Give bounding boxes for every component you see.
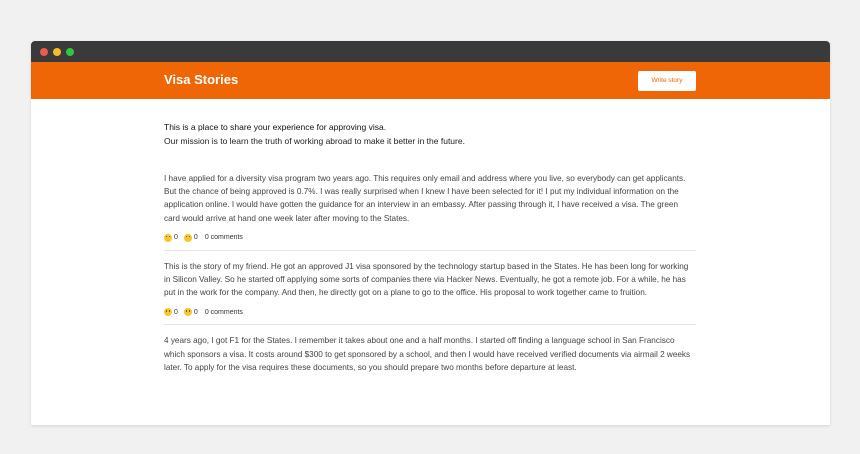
minimize-window-button[interactable] bbox=[53, 48, 61, 56]
main-content bbox=[164, 120, 696, 391]
sad-reaction-icon[interactable] bbox=[184, 234, 192, 242]
app-header bbox=[31, 62, 830, 99]
comments-link[interactable]: 0 comments bbox=[204, 234, 243, 242]
happy-count: 0 bbox=[174, 234, 178, 242]
write-story-button[interactable]: Write story bbox=[638, 71, 696, 91]
story-text: This is the story of my friend. He got an approved J1 visa sponsored by the technology startup based in the States. He has been long for working in Silicon Valley. So he started off applying some sorts of companies there via Hacker News. Eventually, he got a remote job. For a while, he has put in the work for the company. And then, he directly got on a plane to go to the office. His proposal to work together came to fruition. bbox=[164, 261, 689, 298]
story-meta bbox=[164, 234, 696, 242]
intro-line-1: This is a place to share your experience for approving visa. bbox=[164, 122, 387, 132]
intro-line-2: Our mission is to learn the truth of working abroad to make it better in the future. bbox=[164, 136, 465, 146]
story-text: I have applied for a diversity visa program two years ago. This requires only email and address where you live, so everybody can get applicants. But the chance of being approved is 0.7%. I was really surprised when I knew I have been selected for it! I put my individual information on the application online. I would have gotten the guidance for an interview in an embassy. After passing through it, I have received a visa. The green card would arrive at hand one week later after moving to the States. bbox=[164, 174, 686, 223]
happy-reaction-icon[interactable] bbox=[164, 234, 172, 242]
comments-link[interactable]: 0 comments bbox=[204, 308, 243, 316]
browser-window bbox=[31, 41, 830, 425]
story-meta bbox=[164, 308, 696, 316]
close-window-button[interactable] bbox=[40, 48, 48, 56]
window-titlebar bbox=[31, 41, 830, 62]
happy-count: 0 bbox=[174, 308, 178, 316]
story-item bbox=[164, 260, 696, 326]
story-text: 4 years ago, I got F1 for the States. I remember it takes about one and a half months. I started off finding a language school in San Francisco which sponsors a visa. It costs around $300 to get sponsored by a school, and then I would have received verified documents via airmail 2 weeks later. To apply for the visa requires these documents, so you should prepare two months before departure at least. bbox=[164, 336, 691, 372]
story-item bbox=[164, 172, 696, 251]
story-item bbox=[164, 334, 696, 382]
happy-reaction-icon[interactable] bbox=[164, 308, 172, 316]
sad-count: 0 bbox=[193, 308, 198, 316]
story-list bbox=[164, 172, 696, 382]
zoom-window-button[interactable] bbox=[66, 48, 74, 56]
brand-title[interactable]: Visa Stories bbox=[164, 72, 239, 87]
sad-count: 0 bbox=[193, 234, 198, 242]
sad-reaction-icon[interactable] bbox=[184, 308, 192, 316]
